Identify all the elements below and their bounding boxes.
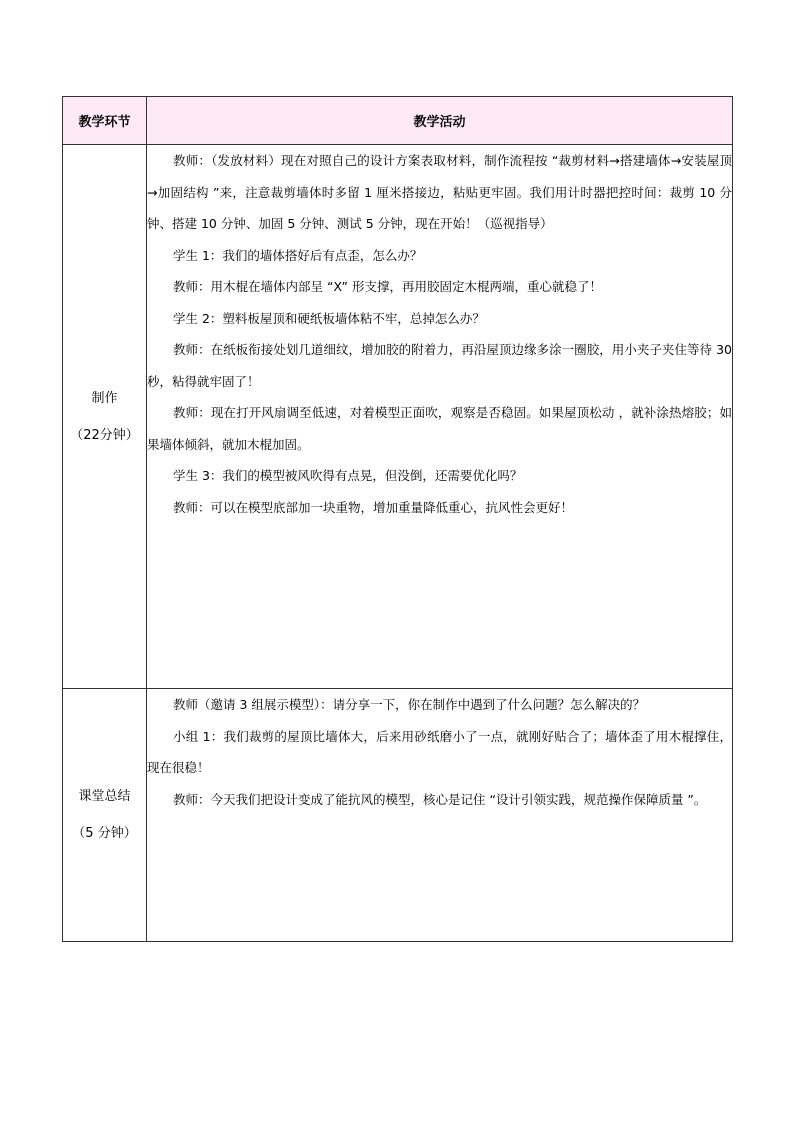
- activity-cell: [147, 145, 733, 689]
- header-stage: 教学环节: [63, 97, 147, 145]
- dialogue-paragraph: 教师：可以在模型底部加一块重物，增加重量降低重心，抗风性会更好！: [173, 499, 574, 515]
- lesson-table: [62, 96, 733, 942]
- dialogue-paragraph: 学生 2：塑料板屋顶和硬纸板墙体粘不牢，总掉怎么办？: [173, 310, 485, 326]
- stage-title: 课堂总结: [78, 789, 131, 804]
- stage-cell: [63, 145, 147, 689]
- stage-time: （22分钟）: [70, 427, 139, 443]
- stage-cell: [63, 689, 147, 942]
- dialogue-paragraph: 教师：现在打开风扇调至低速，对着模型正面吹，观察是否稳固。如果屋顶松动 ，就补涂热熔胶；如果墙体倾斜，就加木棍加固。: [147, 405, 732, 452]
- dialogue-paragraph: 教师（邀请 3 组展示模型）：请分享一下，你在制作中遇到了什么问题？怎么解决的？: [173, 697, 646, 712]
- dialogue-paragraph: 学生 3：我们的模型被风吹得有点晃，但没倒，还需要优化吗？: [173, 468, 523, 483]
- dialogue-paragraph: 教师：今天我们把设计变成了能抗风的模型，核心是记住 “设计引领实践，规范操作保障质量 ”。: [173, 791, 707, 807]
- header-activity: 教学活动: [147, 97, 733, 145]
- table-row: [63, 689, 733, 942]
- activity-cell: [147, 689, 733, 942]
- dialogue-paragraph: 教师：在纸板衔接处划几道细纹，增加胶的附着力，再沿屋顶边缘多涂一圈胶，用小夹子夹住等待 30 秒，粘得就牢固了！: [147, 342, 732, 389]
- stage-title: 制作: [91, 390, 118, 406]
- dialogue-paragraph: 教师：用木棍在墙体内部呈 “X” 形支撑，再用胶固定木棍两端，重心就稳了！: [173, 279, 602, 294]
- dialogue-paragraph: 学生 1：我们的墙体搭好后有点歪，怎么办？: [173, 247, 423, 263]
- table-header-row: [63, 97, 733, 145]
- dialogue-paragraph: 小组 1：我们裁剪的屋顶比墙体大，后来用砂纸磨小了一点，就刚好贴合了；墙体歪了用木棍撑住，现在很稳！: [147, 728, 732, 775]
- table-row: [63, 145, 733, 689]
- dialogue-paragraph: 教师：（发放材料）现在对照自己的设计方案表取材料，制作流程按 “裁剪材料→搭建墙体→安装屋顶→加固结构 ”来，注意裁剪墙体时多留 1 厘米搭接边，粘贴更牢固。我们用计时器把控时间：裁剪 10 分钟、搭建 10 分钟、加固 5 分钟、测试 5 分钟，现在开始！（巡视指导）: [147, 153, 732, 231]
- stage-time: （5 分钟）: [72, 826, 137, 841]
